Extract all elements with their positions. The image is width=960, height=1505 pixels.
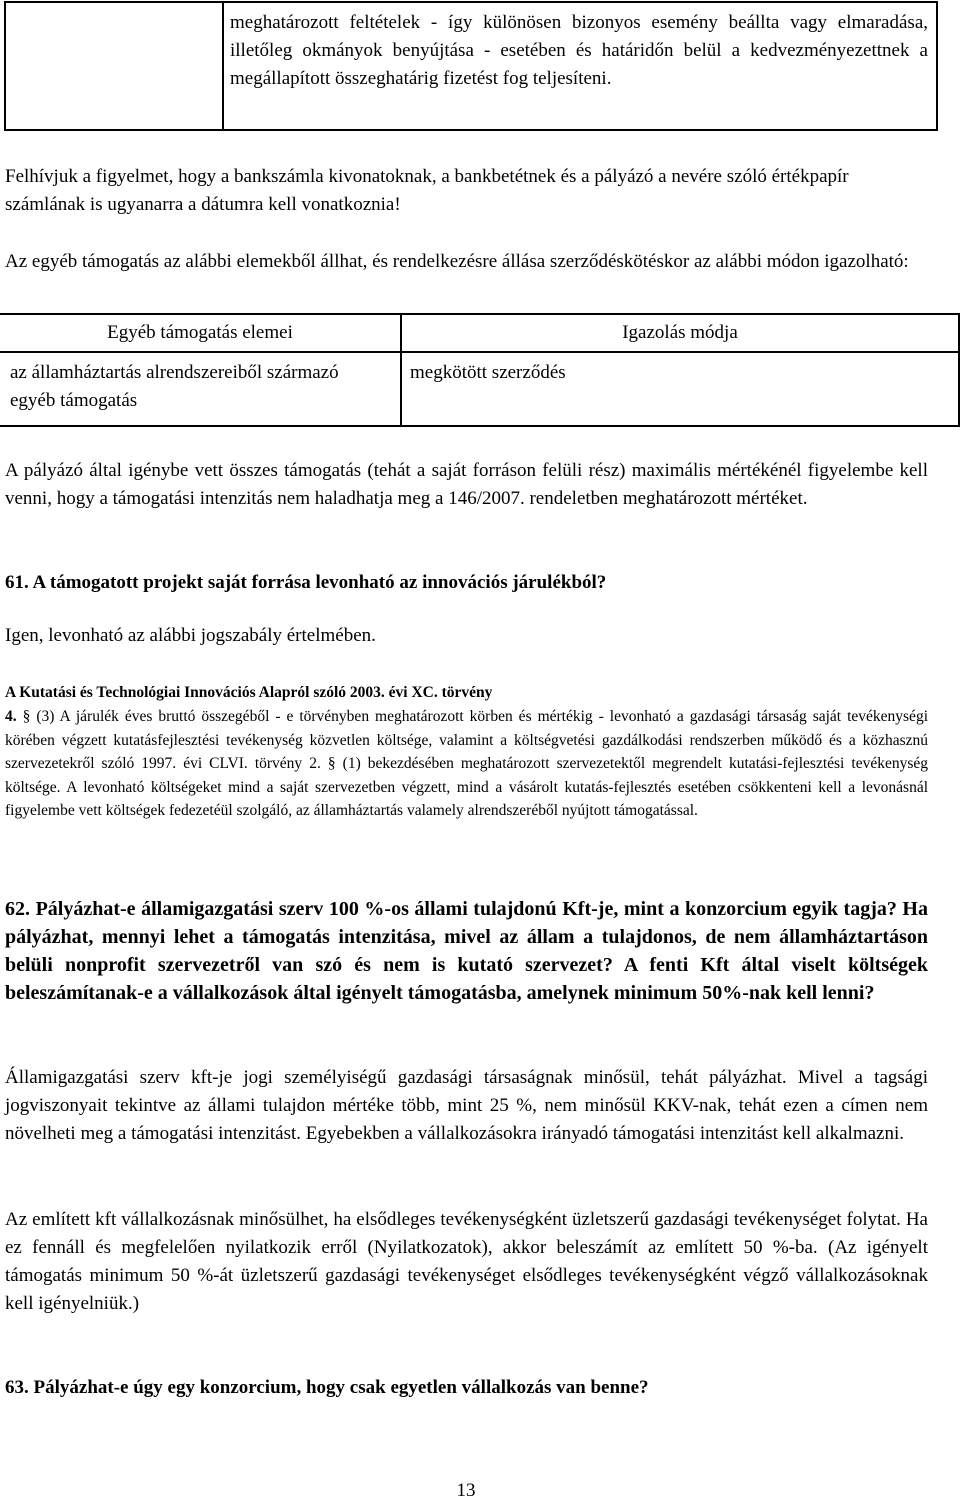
support-header-elements: Egyéb támogatás elemei <box>107 322 293 343</box>
support-intro: Az egyéb támogatás az alábbi elemekből állhat, és rendelkezésre állása szerződéskötéskor az alábbi módon igazolható: <box>5 251 909 272</box>
support-table <box>0 313 960 427</box>
q63-question: 63. Pályázhat-e úgy egy konzorcium, hogy csak egyetlen vállalkozás van benne? <box>5 1377 649 1398</box>
notice-paragraph: Felhívjuk a figyelmet, hogy a bankszámla kivonatoknak, a bankbetétnek és a pályázó a nevére szóló értékpapír számlának is ugyanarra a dátumra kell vonatkoznia! <box>5 166 849 215</box>
q62-question: 62. Pályázhat-e államigazgatási szerv 100 %-os állami tulajdonú Kft-je, mint a konzorcium egyik tagja? Ha pályázhat, mennyi lehet a támogatás intenzitása, mivel az állam a tulajdonos, de nem államháztartáson belüli nonprofit szervezetről van szó és nem is kutató szervezet? A fenti Kft által viselt költségek beleszámítanak-e a vállalkozások által igényelt támogatásba, amelynek minimum 50%-nak kell lenni? <box>5 898 928 1004</box>
intensity-note: A pályázó által igénybe vett összes támogatás (tehát a saját forráson felüli rész) maximális mértékénél figyelembe kell venni, hogy a támogatási intenzitás nem haladhatja meg a 146/2007. rendeletben meghatározott mértéket. <box>5 460 928 509</box>
continuation-table <box>4 1 938 131</box>
support-header-method: Igazolás módja <box>622 322 738 343</box>
q61-question: 61. A támogatott projekt saját forrása levonható az innovációs járulékból? <box>5 572 607 593</box>
support-table-header <box>0 314 401 352</box>
support-table-cell <box>0 352 401 426</box>
q61-answer: Igen, levonható az alábbi jogszabály értelmében. <box>5 625 376 646</box>
q62-answer-2: Az említett kft vállalkozásnak minősülhet, ha elsődleges tevékenységként üzletszerű gazdasági tevékenységet folytat. Ha ez fennáll és megfelelően nyilatkozik erről (Nyilatkozatok), akkor beleszámít az említett 50 %-ba. (Az igényelt támogatás minimum 50 %-át üzletszerű gazdasági tevékenységet elsődleges tevékenységként végző vállalkozásoknak kell igényelniük.) <box>5 1209 928 1314</box>
support-table-cell <box>401 352 959 426</box>
law-title: A Kutatási és Technológiai Innovációs Alapról szóló 2003. évi XC. törvény <box>5 684 493 701</box>
law-text-block <box>5 705 928 823</box>
continuation-text: meghatározott feltételek - így különösen bizonyos esemény beállta vagy elmaradása, illetőleg okmányok benyújtása - esetében és határidőn belül a kedvezményezettnek a megállapított összeghatárig fizetést fog teljesíteni. <box>230 12 928 89</box>
support-row-method: megkötött szerződés <box>410 362 566 383</box>
page-number: 13 <box>456 1480 476 1501</box>
support-row-element: az államháztartás alrendszereiből származó egyéb támogatás <box>10 362 339 411</box>
continuation-empty-cell <box>5 2 223 130</box>
law-number: 4. <box>5 708 17 725</box>
support-table-header <box>401 314 959 352</box>
continuation-text-cell <box>223 2 937 130</box>
law-text: § (3) A járulék éves bruttó összegéből - e törvényben meghatározott körben és mértékig - levonható a gazdasági társaság saját tevékenységi körében végzett kutatásfejlesztési tevékenység közvetlen költsége, valamint a költségvetési gazdálkodási rendszerben működő és a közhasznú szervezetekről szóló 1997. évi CLVI. törvény 2. § (1) bekezdésében meghatározott szervezetektől megrendelt kutatási-fejlesztési tevékenység költsége. A levonható költségeket mind a saját szervezetben végzett, mind a vásárolt kutatás-fejlesztés esetében csökkenteni kell a levonásnál figyelembe vett költségek fedezetéül szolgáló, az államháztartás valamely alrendszeréből nyújtott támogatással. <box>5 708 928 819</box>
q62-answer-1: Államigazgatási szerv kft-je jogi személyiségű gazdasági társaságnak minősül, tehát pályázhat. Mivel a tagsági jogviszonyait tekintve az állami tulajdon mértéke több, mint 25 %, nem minősül KKV-nak, tehát ezen a címen nem növelheti meg a támogatási intenzitást. Egyebekben a vállalkozásokra irányadó támogatási intenzitást kell alkalmazni. <box>5 1067 928 1144</box>
